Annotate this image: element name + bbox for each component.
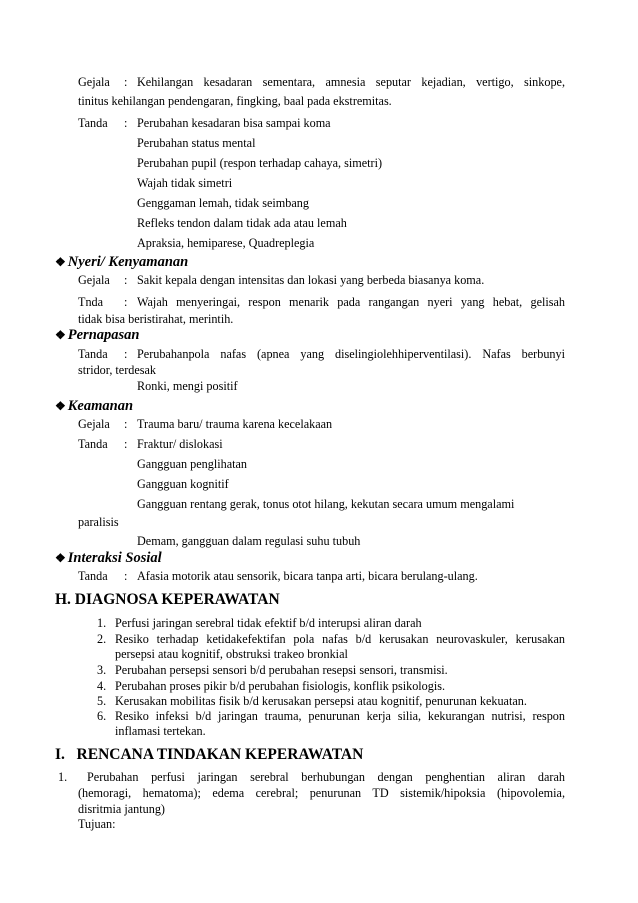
tanda-item: Perubahan kesadaran bisa sampai koma: [137, 116, 331, 130]
diamond-bullet-icon: ❖: [55, 551, 66, 565]
section-pernapasan-title: Pernapasan: [67, 327, 140, 343]
section-keamanan-heading: [55, 399, 133, 414]
diagnosa-num: 2.: [97, 632, 107, 646]
keamanan-gejala-label: Gejala: [78, 417, 110, 431]
diagnosa-item-line: Resiko terhadap ketidakefektifan pola nafas b/d kerusakan neurovaskuler, kerusakan: [115, 632, 565, 646]
interaksi-text: Afasia motorik atau sensorik, bicara tanpa arti, bicara berulang-ulang.: [137, 569, 478, 583]
section-interaksi-heading: [55, 551, 162, 566]
diamond-bullet-icon: ❖: [55, 399, 66, 413]
rencana-line4: Tujuan:: [78, 817, 116, 831]
diagnosa-num: 1.: [97, 616, 107, 630]
rencana-heading: I. RENCANA TINDAKAN KEPERAWATAN: [55, 746, 364, 763]
section-interaksi-title: Interaksi Sosial: [67, 550, 162, 566]
rencana-num: 1.: [58, 770, 68, 784]
tanda-item: Genggaman lemah, tidak seimbang: [137, 196, 309, 210]
diagnosa-item-line: Perubahan proses pikir b/d perubahan fisiologis, konflik psikologis.: [115, 679, 446, 693]
interaksi-tanda-label: Tanda: [78, 569, 108, 583]
keamanan-cont: paralisis: [78, 515, 119, 529]
nyeri-tnda-label: Tnda: [78, 295, 104, 309]
keamanan-last: Demam, gangguan dalam regulasi suhu tubuh: [137, 534, 361, 548]
gejala-colon: :: [124, 75, 128, 89]
keamanan-item: Gangguan penglihatan: [137, 457, 247, 471]
nyeri-gejala-colon: :: [124, 273, 128, 287]
section-pernapasan-heading: [55, 328, 139, 343]
keamanan-tanda-colon: :: [124, 437, 128, 451]
pernapasan-line2: stridor, terdesak: [78, 363, 157, 377]
tanda-colon: :: [124, 116, 128, 130]
nyeri-tnda-line2: tidak bisa beristirahat, merintih.: [78, 312, 234, 326]
tanda-item: Perubahan status mental: [137, 136, 256, 150]
pernapasan-line3: Ronki, mengi positif: [137, 379, 238, 393]
interaksi-colon: :: [124, 569, 128, 583]
diagnosa-item-line: inflamasi tertekan.: [115, 724, 206, 738]
gejala-text-line2: tinitus kehilangan pendengaran, fingking, baal pada ekstremitas.: [78, 94, 392, 108]
diagnosa-num: 6.: [97, 709, 107, 723]
nyeri-gejala-text: Sakit kepala dengan intensitas dan lokasi yang berbeda biasanya koma.: [137, 273, 485, 287]
keamanan-gejala-colon: :: [124, 417, 128, 431]
rencana-line2: (hemoragi, hematoma); edema cerebral; penurunan TD sistemik/hipoksia (hipovolemia,: [78, 786, 565, 800]
keamanan-gejala-text: Trauma baru/ trauma karena kecelakaan: [137, 417, 333, 431]
tanda-item: Perubahan pupil (respon terhadap cahaya, simetri): [137, 156, 383, 170]
tanda-item: Refleks tendon dalam tidak ada atau lemah: [137, 216, 347, 230]
keamanan-item: Fraktur/ dislokasi: [137, 437, 223, 451]
gejala-text-line1: Kehilangan kesadaran sementara, amnesia seputar kejadian, vertigo, sinkope,: [137, 75, 565, 89]
diagnosa-num: 5.: [97, 694, 107, 708]
keamanan-item: Gangguan kognitif: [137, 477, 229, 491]
diamond-bullet-icon: ❖: [55, 255, 66, 269]
rencana-line3: disritmia jantung): [78, 802, 165, 816]
keamanan-tanda-label: Tanda: [78, 437, 108, 451]
tanda-item: Wajah tidak simetri: [137, 176, 233, 190]
diagnosa-item-line: Perubahan persepsi sensori b/d perubahan resepsi sensori, transmisi.: [115, 663, 448, 677]
tanda-label: Tanda: [78, 116, 108, 130]
diamond-bullet-icon: ❖: [55, 328, 66, 342]
nyeri-gejala-label: Gejala: [78, 273, 110, 287]
section-nyeri-heading: [55, 255, 188, 270]
gejala-label: Gejala: [78, 75, 110, 89]
pernapasan-tanda-label: Tanda: [78, 347, 108, 361]
diagnosa-num: 4.: [97, 679, 107, 693]
nyeri-tnda-line1: Wajah menyeringai, respon menarik pada rangangan nyeri yang hebat, gelisah: [137, 295, 565, 309]
pernapasan-line1: Perubahanpola nafas (apnea yang diselingiolehhiperventilasi). Nafas berbunyi: [137, 347, 565, 361]
diagnosa-item-line: Kerusakan mobilitas fisik b/d kerusakan persepsi atau kognitif, penurunan kekuatan.: [115, 694, 527, 708]
keamanan-item: Gangguan rentang gerak, tonus otot hilang, kekutan secara umum mengalami: [137, 497, 515, 511]
diagnosa-item-line: Perfusi jaringan serebral tidak efektif b/d interupsi aliran darah: [115, 616, 422, 630]
section-keamanan-title: Keamanan: [67, 398, 134, 414]
section-nyeri-title: Nyeri/ Kenyamanan: [67, 254, 189, 270]
tanda-item: Apraksia, hemiparese, Quadreplegia: [137, 236, 315, 250]
nyeri-tnda-colon: :: [124, 295, 128, 309]
diagnosa-num: 3.: [97, 663, 107, 677]
diagnosa-item-line: Resiko infeksi b/d jaringan trauma, penurunan kerja silia, kekurangan nutrisi, respon: [115, 709, 565, 723]
rencana-line1: Perubahan perfusi jaringan serebral berhubungan dengan penghentian aliran darah: [87, 770, 565, 784]
pernapasan-colon: :: [124, 347, 128, 361]
diagnosa-item-line: persepsi atau kognitif, obstruksi trakeo bronkial: [115, 647, 348, 661]
diagnosa-heading: H. DIAGNOSA KEPERAWATAN: [55, 591, 280, 608]
